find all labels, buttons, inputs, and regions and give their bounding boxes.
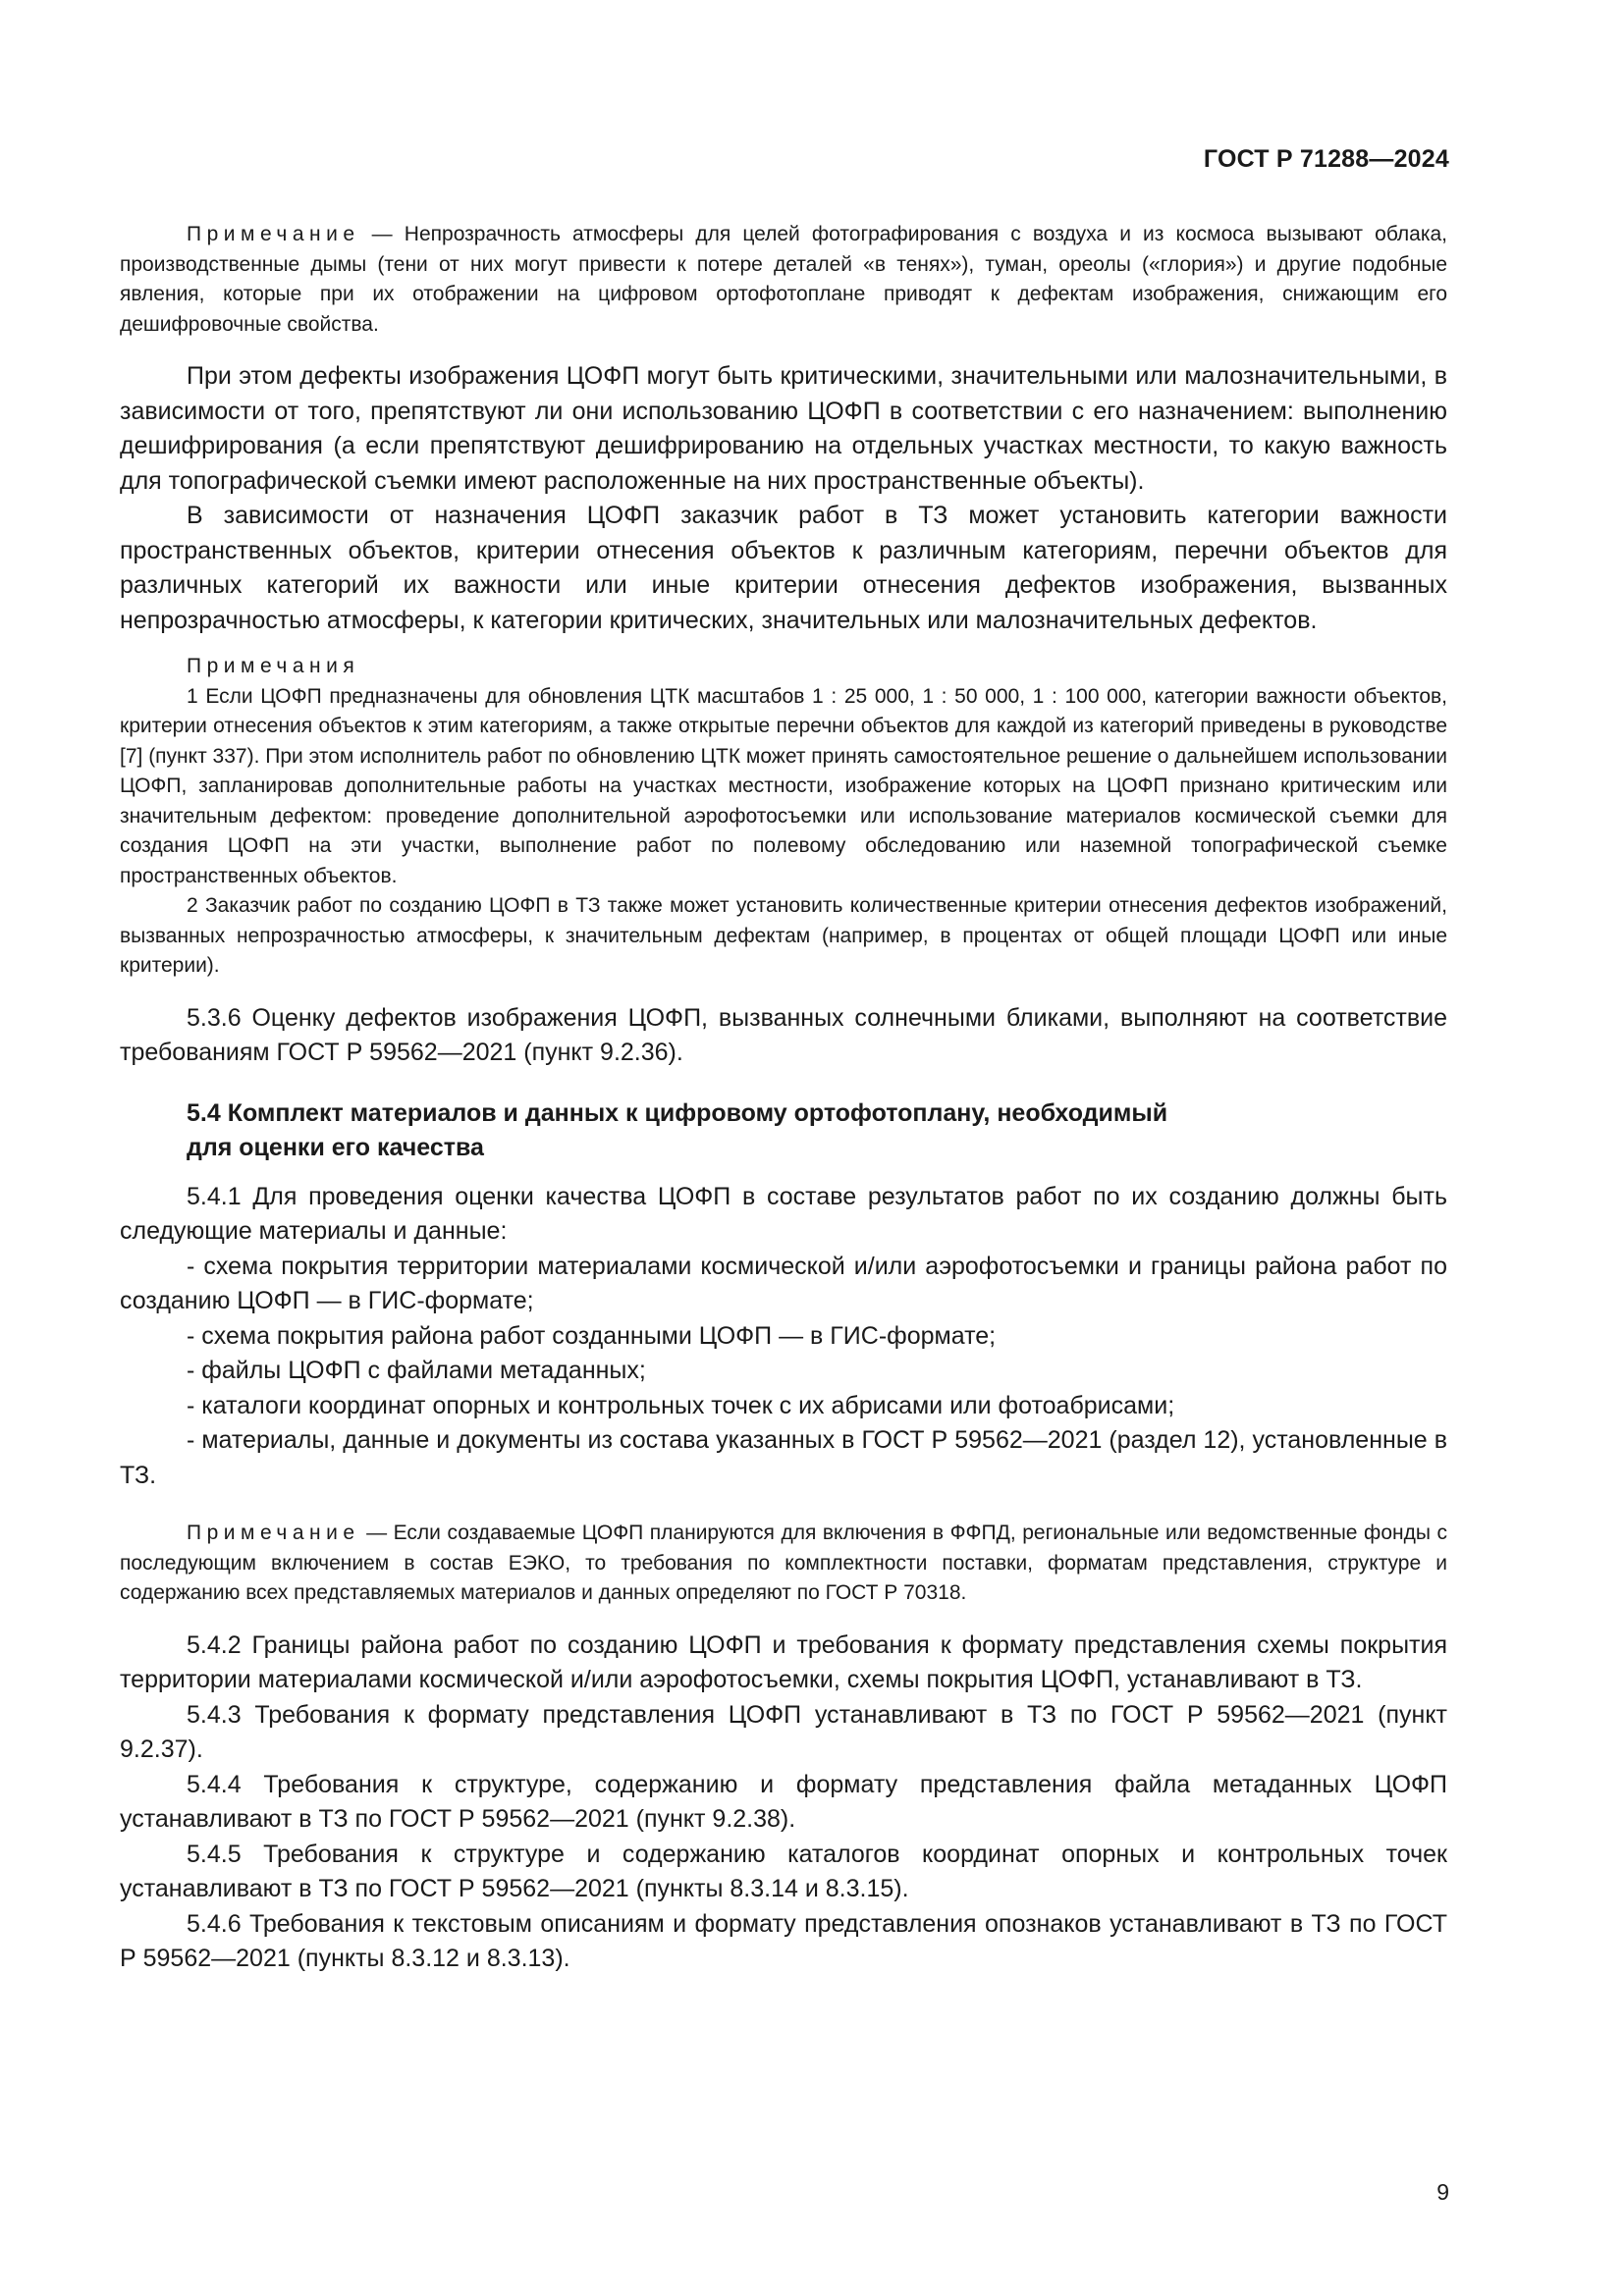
note-item-2: 2 Заказчик работ по созданию ЦОФП в ТЗ также может установить количественные критерии отнесения дефектов изображений, вызванных непрозрачностью атмосферы, к значительным дефектам (например, в процентах от общей площади ЦОФП или иные критерии). xyxy=(120,894,1447,977)
page-body xyxy=(120,220,1447,1977)
note-label: Примечание xyxy=(187,223,360,245)
page-number: 9 xyxy=(1436,2179,1449,2205)
note-item-1: 1 Если ЦОФП предназначены для обновления ЦТК масштабов 1 : 25 000, 1 : 50 000, 1 : 100 000, категории важности объектов, критерии отнесения объектов к этим категориям, а также открытые перечни объектов для каждой из категорий приведены в руководстве [7] (пункт 337). При этом исполнитель работ по обновлению ЦТК может принять самостоятельное решение о дальнейшем использовании ЦОФП, запланировав дополнительные работы на участках местности, изображение которых на ЦОФП признано критическим или значительным дефектом: проведение дополнительной аэрофотосъемки или использование материалов космической съемки для создания ЦОФП на эти участки, выполнение работ по полевому обследованию или наземной топографической съемке пространственных объектов. xyxy=(120,684,1447,887)
standard-id-header: ГОСТ Р 71288—2024 xyxy=(1203,145,1449,173)
paragraph-5-3-6: 5.3.6 Оценку дефектов изображения ЦОФП, вызванных солнечными бликами, выполняют на соответствие требованиям ГОСТ Р 59562—2021 (пункт 9.2.36). xyxy=(120,1003,1447,1066)
note-text: — Непрозрачность атмосферы для целей фотографирования с воздуха и из космоса вызывают облака, производственные дымы (тени от них могут привести к потере деталей «в тенях»), туман, ореолы («глория») и другие подобные явления, которые при их отображении на цифровом ортофотоплане приводят к дефектам изображения, снижающим его дешифровочные свойства. xyxy=(120,223,1447,336)
paragraph-customer-criteria: В зависимости от назначения ЦОФП заказчик работ в ТЗ может установить категории важности пространственных объектов, критерии отнесения объектов к различным категориям, перечни объектов для различных категорий их важности или иные критерии отнесения дефектов изображения, вызванных непрозрачностью атмосферы, к категории критических, значительных или малозначительных дефектов. xyxy=(120,502,1447,634)
note-label: Примечание xyxy=(187,1522,360,1544)
list-item: - схема покрытия территории материалами космической и/или аэрофотосъемки и границы района работ по созданию ЦОФП — в ГИС-формате; xyxy=(120,1252,1447,1314)
list-item: - схема покрытия района работ созданными ЦОФП — в ГИС-формате; xyxy=(187,1321,997,1350)
notes-heading: Примечания xyxy=(187,655,360,677)
paragraph-5-4-1: 5.4.1 Для проведения оценки качества ЦОФП в составе результатов работ по их созданию должны быть следующие материалы и данные: xyxy=(120,1182,1447,1245)
list-item: - материалы, данные и документы из состава указанных в ГОСТ Р 59562—2021 (раздел 12), установленные в ТЗ. xyxy=(120,1426,1447,1489)
paragraph-defect-categories: При этом дефекты изображения ЦОФП могут быть критическими, значительными или малозначительными, в зависимости от того, препятствуют ли они использованию ЦОФП в соответствии с его назначением: выполнению дешифрирования (а если препятствуют дешифрированию на отдельных участках местности, то какую важность для топографической съемки имеют расположенные на них пространственные объекты). xyxy=(120,362,1447,495)
list-item: - каталоги координат опорных и контрольных точек с их абрисами или фотоабрисами; xyxy=(187,1391,1175,1419)
paragraph-5-4-6: 5.4.6 Требования к текстовым описаниям и формату представления опознаков устанавливают в ТЗ по ГОСТ Р 59562—2021 (пункты 8.3.12 и 8.3.13). xyxy=(120,1909,1447,1972)
list-item: - файлы ЦОФП с файлами метаданных; xyxy=(187,1357,646,1384)
paragraph-5-4-2: 5.4.2 Границы района работ по созданию ЦОФП и требования к формату представления схемы покрытия территории материалами космической и/или аэрофотосъемки, схемы покрытия ЦОФП, устанавливают в ТЗ. xyxy=(120,1630,1447,1693)
paragraph-5-4-5: 5.4.5 Требования к структуре и содержанию каталогов координат опорных и контрольных точек устанавливают в ТЗ по ГОСТ Р 59562—2021 (пункты 8.3.14 и 8.3.15). xyxy=(120,1840,1447,1902)
note-atmosphere-opacity xyxy=(120,220,1447,340)
note-ffpd xyxy=(120,1519,1447,1609)
note-text: — Если создаваемые ЦОФП планируются для включения в ФФПД, региональные или ведомственные фонды с последующим включением в состав ЕЭКО, то требования по комплектности поставки, форматам представления, структуре и содержанию всех представляемых материалов и данных определяют по ГОСТ Р 70318. xyxy=(120,1522,1447,1604)
section-heading-line-2: для оценки его качества xyxy=(187,1134,484,1161)
section-heading-5-4 xyxy=(120,1096,1326,1166)
section-heading-line-1: 5.4 Комплект материалов и данных к цифровому ортофотоплану, необходимый xyxy=(187,1098,1168,1127)
paragraph-5-4-3: 5.4.3 Требования к формату представления ЦОФП устанавливают в ТЗ по ГОСТ Р 59562—2021 (пункт 9.2.37). xyxy=(120,1700,1447,1763)
paragraph-5-4-4: 5.4.4 Требования к структуре, содержанию и формату представления файла метаданных ЦОФП устанавливают в ТЗ по ГОСТ Р 59562—2021 (пункт 9.2.38). xyxy=(120,1770,1447,1833)
